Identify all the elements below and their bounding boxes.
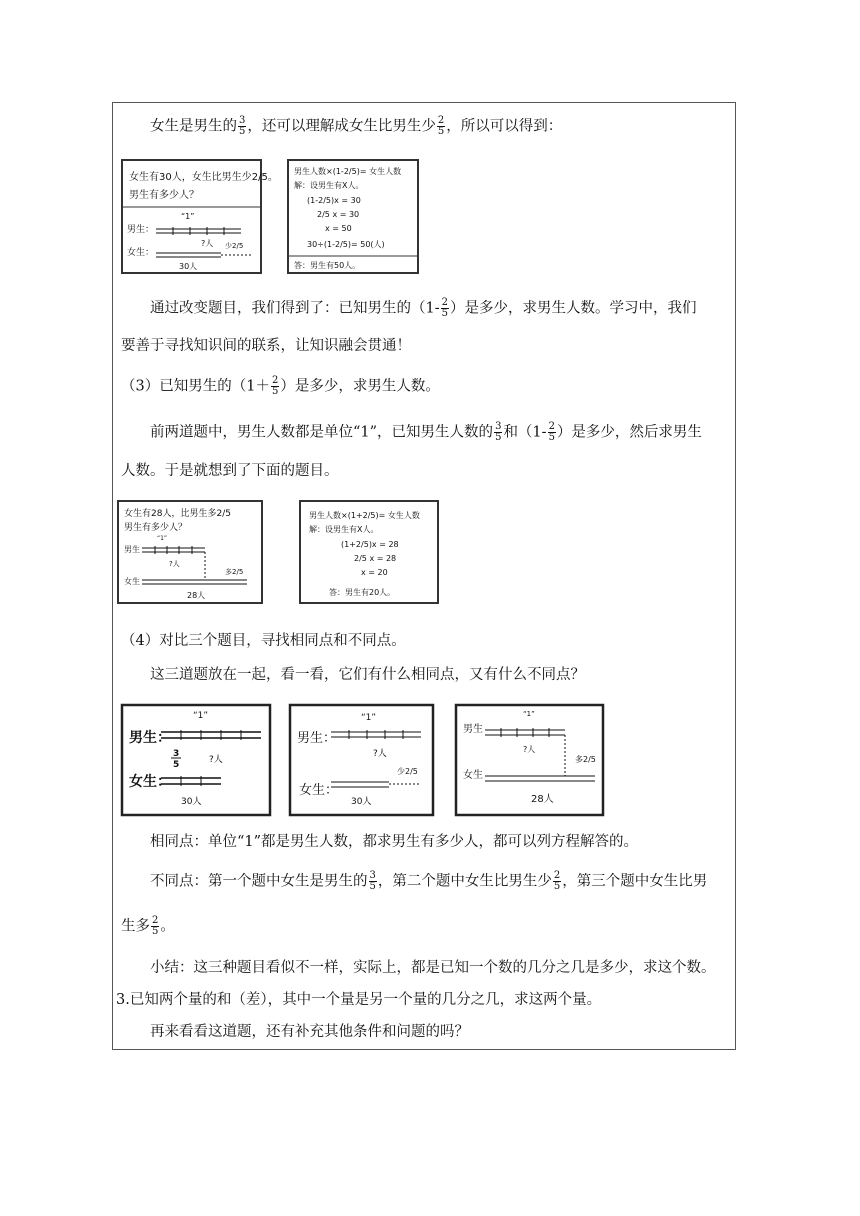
svg-text:女生：: 女生： (129, 774, 171, 790)
svg-text:男生有多少人？: 男生有多少人？ (129, 190, 199, 201)
paragraph-5: （4）对比三个题目，寻找相同点和不同点。 (121, 633, 406, 649)
paragraph-6: 这三道题放在一起，看一看，它们有什么相同点，又有什么不同点？ (150, 667, 585, 683)
paragraph-1: 女生是男生的 $\frac{3}{5}$ ，还可以理解成女生比男生少 $\frac{2}{5}$ ，所以可以得到： (150, 115, 563, 137)
svg-text:“1”: “1” (193, 711, 209, 721)
svg-text:男生：: 男生： (129, 730, 171, 746)
handwritten-problem-1-image (121, 159, 278, 274)
svg-text:?人: ?人 (201, 239, 214, 248)
comparison-diagram-1-image (121, 704, 271, 816)
fraction: $\frac{3}{5}$ (495, 421, 502, 443)
svg-text:“1”: “1” (361, 713, 377, 723)
svg-text:28人: 28人 (531, 794, 554, 805)
svg-text:?人: ?人 (209, 755, 223, 765)
svg-text:男生人数×(1-2/5)= 女生人数: 男生人数×(1-2/5)= 女生人数 (294, 167, 402, 176)
svg-text:x = 50: x = 50 (325, 224, 352, 233)
svg-text:“1”: “1” (181, 212, 195, 221)
svg-text:答：男生有50人。: 答：男生有50人。 (294, 261, 361, 270)
svg-text:?人: ?人 (373, 749, 387, 759)
svg-text:多2/5: 多2/5 (575, 755, 596, 764)
comparison-diagram-2-image (289, 704, 434, 816)
svg-text:2/5 x = 28: 2/5 x = 28 (354, 554, 397, 563)
svg-text:5: 5 (173, 760, 180, 770)
paragraph-8-line-1: 不同点：第一个题中女生是男生的 $\frac{3}{5}$ ，第二个题中女生比男生少 $\frac{2}{5}$ ，第三个题中女生比男 (150, 870, 708, 892)
svg-text:男生: 男生 (124, 545, 140, 554)
paragraph-2-line-1: 通过改变题目，我们得到了：已知男生的（1- $\frac{2}{5}$ ）是多少，求男生人数。学习中，我们 (150, 297, 697, 319)
svg-text:多2/5: 多2/5 (225, 568, 244, 576)
svg-text:男生: 男生 (463, 724, 483, 735)
fraction: $\frac{2}{5}$ (437, 115, 445, 137)
svg-text:男生：: 男生： (297, 731, 337, 746)
handwritten-solution-3-image (299, 500, 439, 604)
fraction: $\frac{2}{5}$ (441, 297, 448, 319)
svg-text:x = 20: x = 20 (361, 568, 388, 577)
svg-text:(1+2/5)x = 28: (1+2/5)x = 28 (341, 540, 399, 549)
fraction: $\frac{2}{5}$ (152, 915, 159, 937)
svg-text:30人: 30人 (181, 797, 202, 807)
svg-text:少2/5: 少2/5 (397, 767, 418, 776)
handwritten-problem-3-image (117, 500, 263, 604)
paragraph-4-line-1: 前两道题中，男生人数都是单位“1”，已知男生人数的 $\frac{3}{5}$ 和（1- $\frac{2}{5}$ ）是多少，然后求男生 (150, 421, 702, 443)
paragraph-7: 相同点：单位“1”都是男生人数，都求男生有多少人，都可以列方程解答的。 (150, 834, 639, 850)
svg-text:“1”: “1” (523, 710, 535, 718)
paragraph-8-line-2: 生多 $\frac{2}{5}$ 。 (121, 915, 175, 937)
svg-text:解：设男生有X人。: 解：设男生有X人。 (309, 525, 379, 534)
paragraph-4-line-2: 人数。于是就想到了下面的题目。 (121, 463, 339, 479)
fraction: $\frac{2}{5}$ (553, 870, 561, 892)
svg-text:女生: 女生 (124, 577, 140, 586)
svg-text:解：设男生有X人。: 解：设男生有X人。 (294, 181, 364, 190)
section-3-heading: 3.已知两个量的和（差），其中一个量是另一个量的几分之几，求这两个量。 (116, 992, 602, 1008)
svg-text:男生有多少人？: 男生有多少人？ (124, 523, 188, 533)
svg-text:2/5 x = 30: 2/5 x = 30 (317, 210, 360, 219)
paragraph-2-line-2: 要善于寻找知识间的联系，让知识融会贯通！ (121, 338, 411, 354)
svg-text:少2/5: 少2/5 (225, 242, 244, 250)
svg-text:28人: 28人 (187, 591, 206, 600)
svg-text:30人: 30人 (351, 797, 372, 807)
fraction: $\frac{3}{5}$ (239, 115, 246, 137)
svg-text:(1-2/5)x = 30: (1-2/5)x = 30 (307, 196, 361, 205)
paragraph-3: （3）已知男生的（1＋ $\frac{2}{5}$ ）是多少，求男生人数。 (121, 375, 440, 397)
fraction: $\frac{2}{5}$ (271, 375, 279, 397)
svg-text:3: 3 (173, 749, 180, 759)
svg-text:女生: 女生 (463, 770, 483, 781)
svg-text:女生有30人，女生比男生少2/5。: 女生有30人，女生比男生少2/5。 (129, 172, 278, 183)
svg-text:男生：: 男生： (127, 225, 155, 235)
svg-text:女生：: 女生： (127, 248, 155, 258)
fraction: $\frac{2}{5}$ (548, 421, 555, 443)
svg-text:30人: 30人 (179, 262, 198, 271)
svg-text:“1”: “1” (157, 535, 168, 542)
svg-text:答：男生有20人。: 答：男生有20人。 (329, 588, 396, 597)
svg-text:?人: ?人 (523, 745, 536, 754)
paragraph-11: 再来看看这道题，还有补充其他条件和问题的吗？ (150, 1024, 469, 1040)
svg-text:女生：: 女生： (299, 783, 339, 798)
fraction: $\frac{3}{5}$ (369, 870, 376, 892)
svg-text:30÷(1-2/5)= 50(人): 30÷(1-2/5)= 50(人) (307, 240, 385, 249)
summary-paragraph: 小结：这三种题目看似不一样，实际上，都是已知一个数的几分之几是多少，求这个数。 (150, 960, 716, 976)
handwritten-solution-1-image (287, 159, 419, 274)
svg-text:女生有28人，比男生多2/5: 女生有28人，比男生多2/5 (124, 509, 231, 519)
comparison-diagram-3-image (455, 704, 604, 816)
svg-text:?人: ?人 (169, 560, 180, 568)
svg-text:男生人数×(1+2/5)= 女生人数: 男生人数×(1+2/5)= 女生人数 (309, 511, 420, 520)
